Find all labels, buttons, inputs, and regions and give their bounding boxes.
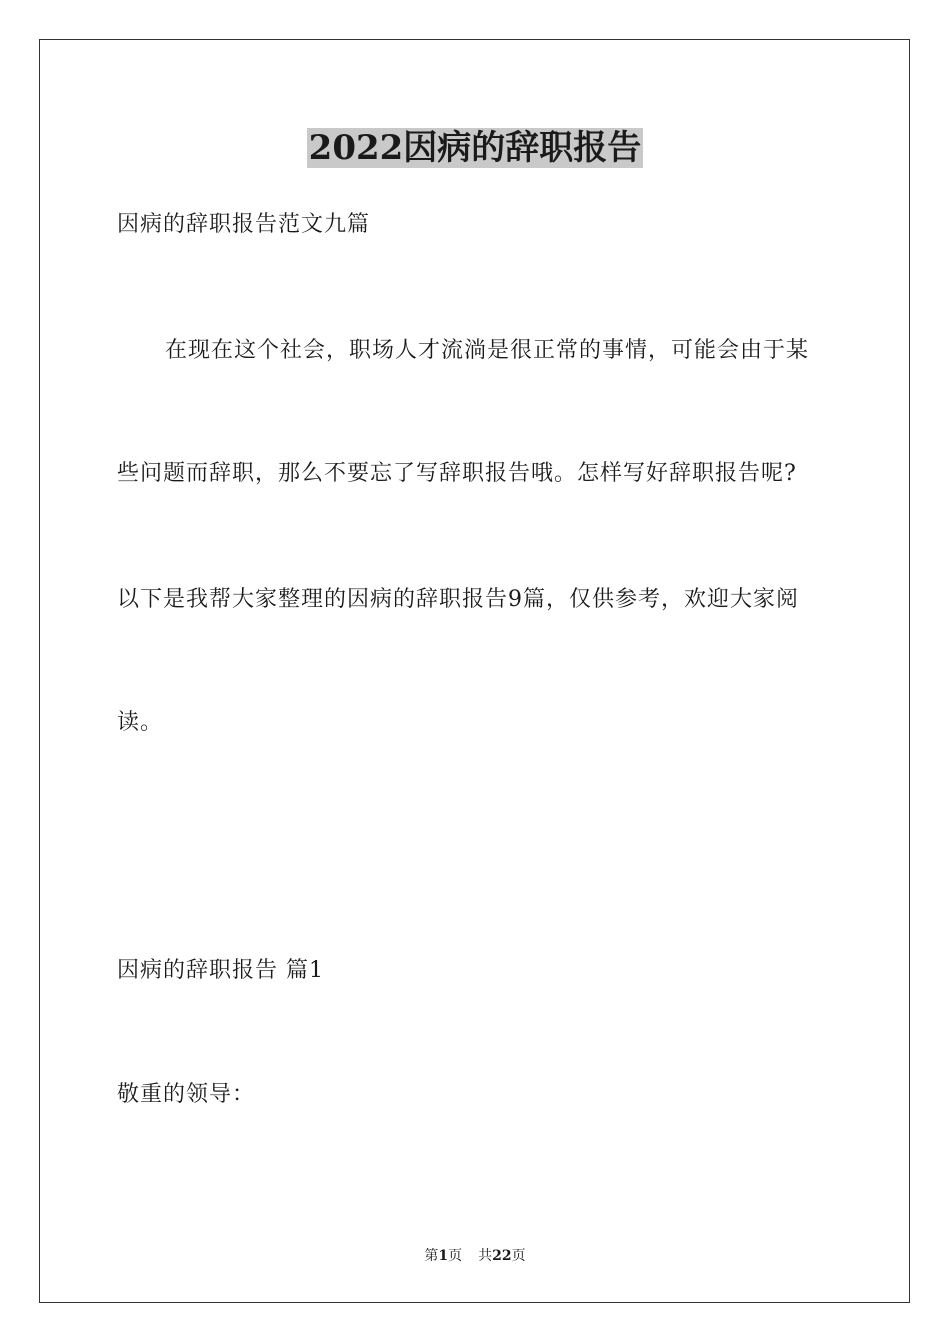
document-title bbox=[0, 126, 950, 170]
footer-page-current: 1 bbox=[438, 1248, 449, 1264]
salutation: 敬重的领导： bbox=[117, 1082, 256, 1107]
document-subtitle: 因病的辞职报告范文九篇 bbox=[117, 212, 371, 237]
footer-page-prefix: 第 bbox=[424, 1248, 439, 1264]
footer-page-suffix: 页 bbox=[448, 1248, 463, 1264]
footer-total-prefix: 共 bbox=[478, 1248, 493, 1264]
intro-line-1: 在现在这个社会，职场人才流淌是很正常的事情，可能会由于某 bbox=[165, 338, 810, 363]
page-footer bbox=[0, 1246, 950, 1266]
section-heading: 因病的辞职报告 篇1 bbox=[117, 958, 324, 983]
document-title-text: 2022因病的辞职报告 bbox=[308, 128, 642, 168]
intro-line-3: 以下是我帮大家整理的因病的辞职报告9篇，仅供参考，欢迎大家阅 bbox=[117, 587, 799, 612]
intro-line-2: 些问题而辞职，那么不要忘了写辞职报告哦。怎样写好辞职报告呢? bbox=[117, 461, 797, 486]
footer-total-suffix: 页 bbox=[511, 1248, 526, 1264]
intro-line-4: 读。 bbox=[117, 710, 164, 735]
footer-page-total: 22 bbox=[492, 1248, 512, 1264]
